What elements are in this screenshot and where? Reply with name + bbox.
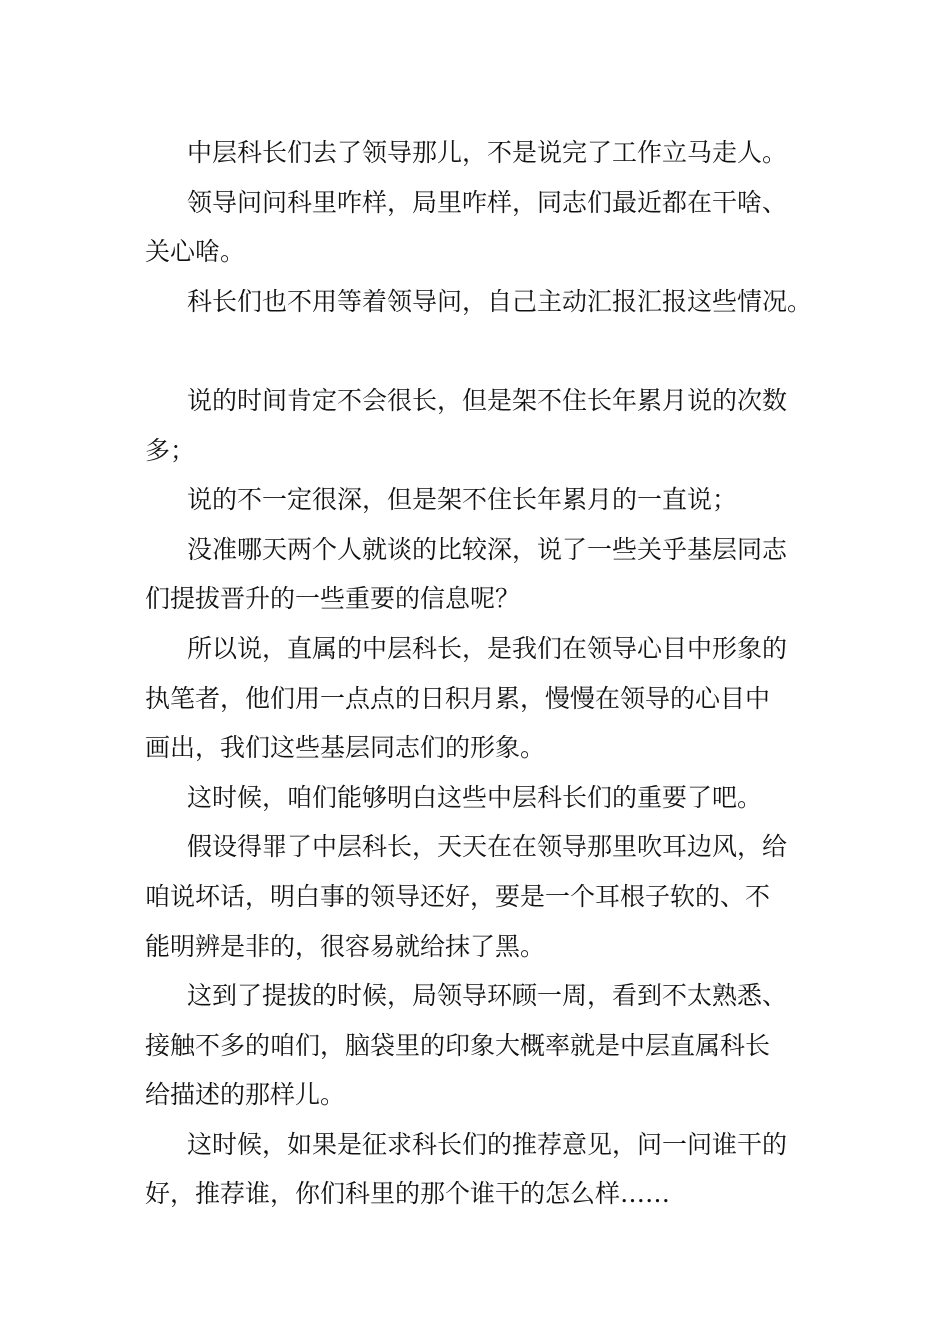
text-line: 这到了提拔的时候，局领导环顾一周，看到不太熟悉、 — [187, 981, 788, 1011]
text-line: 们提拔晋升的一些重要的信息呢？ — [145, 584, 521, 614]
text-line: 没准哪天两个人就谈的比较深，说了一些关乎基层同志 — [187, 534, 788, 564]
blank-line — [145, 326, 825, 376]
text-line: 给描述的那样儿。 — [145, 1080, 346, 1110]
text-line: 接触不多的咱们，脑袋里的印象大概率就是中层直属科长 — [145, 1030, 771, 1060]
paragraph — [145, 1120, 825, 1219]
paragraph — [145, 971, 825, 1120]
paragraph — [145, 128, 825, 178]
paragraph — [145, 822, 825, 971]
paragraph — [145, 773, 825, 823]
text-line: 假设得罪了中层科长，天天在在领导那里吹耳边风，给 — [187, 832, 788, 862]
document-body — [145, 128, 825, 1219]
paragraph — [145, 277, 825, 327]
text-line: 这时候，如果是征求科长们的推荐意见，问一问谁干的 — [187, 1129, 788, 1159]
text-line: 咱说坏话，明白事的领导还好，要是一个耳根子软的、不 — [145, 881, 771, 911]
paragraph — [145, 178, 825, 277]
text-line: 能明辨是非的，很容易就给抹了黑。 — [145, 931, 546, 961]
paragraph — [145, 624, 825, 773]
text-line: 画出，我们这些基层同志们的形象。 — [145, 733, 546, 763]
paragraph — [145, 376, 825, 475]
text-line: 中层科长们去了领导那儿，不是说完了工作立马走人。 — [187, 138, 788, 167]
text-line: 说的不一定很深，但是架不住长年累月的一直说； — [187, 485, 738, 515]
text-line: 执笔者，他们用一点点的日积月累，慢慢在领导的心目中 — [145, 683, 771, 713]
text-line: 关心啥。 — [145, 237, 246, 267]
text-line: 这时候，咱们能够明白这些中层科长们的重要了吧。 — [187, 782, 763, 812]
text-line: 所以说，直属的中层科长，是我们在领导心目中形象的 — [187, 633, 788, 663]
text-line: 说的时间肯定不会很长，但是架不住长年累月说的次数 — [187, 385, 788, 415]
text-line: 领导问问科里咋样，局里咋样，同志们最近都在干啥、 — [187, 187, 788, 217]
text-line: 科长们也不用等着领导问，自己主动汇报汇报这些情况。 — [187, 286, 813, 316]
paragraph — [145, 525, 825, 624]
text-line: 好，推荐谁，你们科里的那个谁干的怎么样…… — [145, 1179, 671, 1209]
paragraph — [145, 475, 825, 525]
text-line: 多； — [145, 435, 196, 465]
